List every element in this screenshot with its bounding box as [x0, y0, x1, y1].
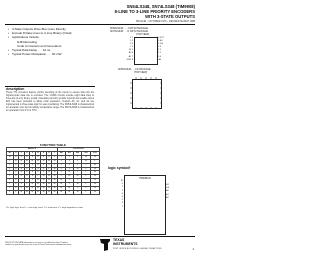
table-cell: H	[31, 190, 34, 193]
feature-subitem: Code Converters and Generators	[17, 43, 62, 48]
pin-label: EI 5	[129, 49, 133, 52]
table-cell: L	[91, 159, 100, 163]
column-header: A1	[65, 151, 73, 155]
table-cell: H	[91, 187, 100, 191]
table-cell: X	[41, 163, 47, 167]
table-cell: L	[35, 175, 41, 179]
table-cell: H	[65, 190, 73, 194]
table-cell: L	[57, 171, 65, 175]
table-cell: H	[53, 171, 56, 174]
table-cell: H	[7, 155, 14, 159]
pin-label: GND 8	[126, 58, 133, 61]
column-header: 0	[13, 151, 19, 155]
table-cell: H	[57, 190, 65, 194]
logic-output-pin: A2	[166, 196, 169, 199]
table-cell: L	[13, 190, 19, 194]
dip-chip-outline	[134, 37, 158, 65]
column-header: 3	[30, 151, 36, 155]
feature-item: • 3-State Outputs Drive Bus Lines Directly	[8, 27, 98, 31]
table-cell: Z	[65, 159, 73, 163]
view-label: (TOP VIEW)	[134, 71, 148, 74]
table-cell: L	[7, 171, 14, 175]
logic-box-label: HPRI/BCD	[139, 177, 151, 180]
table-cell: X	[24, 175, 30, 179]
table-cell: X	[19, 155, 25, 159]
table-cell: X	[30, 163, 36, 167]
pin-label: 6 3	[130, 43, 133, 46]
table-cell: H	[53, 175, 56, 178]
table-cell: H	[91, 155, 100, 159]
table-footnote: H = high logic level, L = low logic level, X = irrelevant, Z = high-impedance state	[6, 207, 83, 209]
pin-label: 4 1	[130, 37, 133, 39]
table-row	[7, 167, 100, 171]
table-row	[7, 183, 100, 187]
footer-divider	[5, 236, 195, 237]
table-cell: X	[13, 163, 19, 167]
pin-label: 12 2	[157, 49, 162, 52]
logic-output-labels	[166, 184, 178, 200]
table-cell: H	[57, 187, 65, 191]
table-cell: L	[65, 183, 73, 187]
table-cell: X	[30, 167, 36, 171]
table-cell: L	[74, 187, 82, 191]
table-cell: H	[20, 159, 23, 162]
table-row	[7, 187, 100, 191]
company-address: POST OFFICE BOX 655303 • DALLAS, TEXAS 75265	[113, 248, 162, 250]
logic-input-pin: 7	[121, 205, 123, 208]
table-cell: X	[13, 179, 19, 183]
table-cell: L	[74, 171, 82, 175]
feature-item: • Typical Data Delay . . . 10 ns	[8, 48, 98, 52]
table-cell: X	[13, 171, 19, 175]
column-header: 2	[24, 151, 30, 155]
table-cell: H	[31, 187, 34, 190]
company-line: INSTRUMENTS	[113, 241, 138, 246]
table-cell: Z	[57, 159, 65, 163]
table-cell: L	[82, 183, 91, 187]
company-name	[113, 239, 138, 247]
pin-label: 10 0	[157, 55, 162, 58]
table-cell: H	[53, 183, 56, 186]
pin-label: 14 GS	[157, 43, 163, 46]
table-cell: X	[35, 171, 41, 175]
table-cell: L	[65, 179, 73, 183]
logic-output-pin: EO	[166, 184, 170, 186]
table-row	[7, 159, 100, 163]
table-cell: L	[46, 167, 52, 171]
description-text: These TTL encoders feature priority decoding of the inputs to ensure that only the highest-order data line is encoded. The 'LS348 circuits encode eight data lines to three-line (4-2-1) binary (octal). Cascading circuitry (enable input EI and enable output EO) has been provided to allow octal expansion. Outputs A0, A1, and A2 are implemented in three-state logic for easy interfacing. The SN54LS348 is characterized for operation over the full military temperature range. The SN74LS348 is characterized for operation from 0°C to 70°C.	[6, 92, 94, 113]
table-cell: X	[52, 155, 58, 159]
pin-label: 5 2	[130, 40, 133, 43]
logic-input-pin: 3	[121, 192, 123, 195]
logic-input-pin: EI	[120, 180, 123, 182]
pin-label: 13 3	[157, 46, 162, 49]
column-header: 1	[19, 151, 25, 155]
table-cell: X	[35, 155, 41, 159]
column-header: A0	[74, 151, 82, 155]
table-cell: L	[7, 159, 14, 163]
table-cell: H	[91, 163, 100, 167]
feature-item: • Encode 8 Data Lines to 3-Line Binary (Octal)	[8, 31, 98, 35]
table-cell: H	[20, 190, 23, 193]
feature-subitem: N-Bit Encoding	[17, 39, 38, 44]
table-cell: L	[7, 179, 14, 183]
logic-input-pin: 0	[121, 183, 123, 186]
table-cell: H	[48, 190, 50, 193]
table-cell: L	[7, 187, 14, 191]
table-cell: H	[48, 183, 50, 186]
table-cell: X	[46, 155, 52, 159]
table-cell: H	[74, 190, 82, 194]
table-cell: X	[35, 163, 41, 167]
pin-label: A1 7	[128, 55, 133, 58]
table-cell: X	[24, 163, 30, 167]
table-cell: H	[91, 190, 100, 194]
table-row	[7, 175, 100, 179]
table-cell: L	[7, 175, 14, 179]
table-cell: X	[13, 183, 19, 187]
table-cell: H	[42, 187, 45, 190]
table-cell: L	[82, 163, 91, 167]
table-cell: H	[48, 171, 50, 174]
package-label: SN54LS348 . . . FK PACKAGE	[118, 68, 151, 71]
function-table-title: FUNCTION TABLE	[39, 143, 67, 147]
production-data-note: PRODUCTION DATA information is current as of publication date. Products conform to specifications per the terms of Texas Instruments standard warranty.	[5, 242, 72, 247]
table-cell: H	[91, 175, 100, 179]
dip-right-pins	[157, 37, 177, 62]
table-cell: H	[42, 159, 45, 162]
table-cell: L	[7, 190, 14, 194]
table-cell: L	[74, 163, 82, 167]
table-cell: H	[26, 190, 28, 193]
table-cell: H	[91, 171, 100, 175]
table-cell: H	[26, 159, 28, 162]
table-cell: X	[30, 171, 36, 175]
table-cell: X	[41, 167, 47, 171]
table-cell: L	[7, 167, 14, 171]
column-header: 4	[35, 151, 41, 155]
logic-input-pin: 6	[121, 202, 123, 205]
table-cell: L	[82, 190, 91, 194]
table-cell: Z	[65, 155, 73, 159]
table-cell: L	[82, 171, 91, 175]
table-cell: H	[53, 167, 56, 170]
table-cell: L	[7, 183, 14, 187]
header-divider	[5, 24, 195, 25]
table-cell: H	[65, 171, 73, 175]
table-cell: H	[42, 190, 45, 193]
table-cell: H	[57, 179, 65, 183]
table-cell: L	[82, 175, 91, 179]
table-cell: L	[30, 179, 36, 183]
column-header: EO	[91, 151, 100, 155]
table-cell: X	[24, 155, 30, 159]
table-row	[7, 190, 100, 194]
table-cell: L	[19, 187, 25, 191]
table-cell: H	[31, 183, 34, 186]
pin-label: 11 1	[157, 52, 161, 55]
page-number: 1	[192, 247, 194, 251]
view-label: (TOP VIEW)	[136, 33, 150, 36]
table-cell: L	[65, 167, 73, 171]
fk-pin-ticks	[128, 75, 164, 111]
title-line-2: 8-LINE TO 3-LINE PRIORITY ENCODERS	[114, 9, 195, 14]
table-cell: H	[37, 190, 39, 193]
table-cell: X	[24, 167, 30, 171]
table-cell: Z	[74, 159, 82, 163]
table-cell: H	[91, 179, 100, 183]
logic-output-pin: GS	[166, 187, 170, 190]
table-cell: X	[19, 171, 25, 175]
table-cell: X	[41, 155, 47, 159]
feature-list	[8, 27, 98, 56]
column-header: 6	[46, 151, 52, 155]
table-row	[7, 155, 100, 159]
table-cell: L	[74, 179, 82, 183]
table-cell: H	[91, 167, 100, 171]
logic-symbol-box	[124, 175, 166, 235]
table-cell: Z	[74, 155, 82, 159]
pin-label: A2 6	[128, 52, 133, 55]
pin-label: 9 A0	[157, 58, 162, 61]
table-cell: H	[48, 175, 50, 178]
table-cell: L	[82, 187, 91, 191]
table-cell: H	[74, 175, 82, 179]
table-cell: X	[30, 175, 36, 179]
table-cell: H	[65, 175, 73, 179]
column-header-row	[7, 151, 100, 155]
table-cell: H	[53, 187, 56, 190]
column-header: A2	[57, 151, 65, 155]
column-header: GS	[82, 151, 91, 155]
table-cell: L	[82, 179, 91, 183]
table-cell: X	[30, 155, 36, 159]
table-cell: H	[48, 159, 50, 162]
table-cell: L	[57, 175, 65, 179]
table-cell: X	[19, 179, 25, 183]
table-cell: H	[57, 183, 65, 187]
table-cell: L	[41, 171, 47, 175]
table-cell: H	[48, 187, 50, 190]
logic-input-labels	[112, 180, 123, 209]
feature-item: • Applications Include:	[8, 35, 98, 39]
table-cell: H	[42, 179, 45, 182]
logic-output-pin: A1	[166, 193, 169, 196]
table-cell: H	[26, 187, 28, 190]
table-cell: Z	[57, 155, 65, 159]
page-title	[65, 4, 195, 19]
table-cell: X	[46, 163, 52, 167]
table-row	[7, 171, 100, 175]
table-cell: H	[42, 175, 45, 178]
table-cell: H	[74, 183, 82, 187]
column-header: EI	[7, 151, 14, 155]
table-cell: H	[82, 159, 91, 163]
package-label: SN54LS348 . . . J OR W PACKAGE	[110, 27, 148, 30]
table-cell: H	[53, 159, 56, 162]
function-table	[6, 147, 100, 195]
logic-output-pin: A0	[166, 190, 169, 193]
table-cell: H	[42, 183, 45, 186]
table-cell: X	[35, 167, 41, 171]
document-subtitle: SDLS148 – OCTOBER 1976 – REVISED MARCH 1988	[135, 20, 195, 23]
logic-symbol-title: logic symbol†	[108, 166, 131, 170]
pin-label: 7 4	[130, 46, 133, 49]
table-cell: X	[19, 163, 25, 167]
table-cell: L	[57, 163, 65, 167]
table-cell: L	[65, 163, 73, 167]
pin-label: 15 EO	[157, 40, 163, 43]
fk-package-caption	[118, 68, 193, 74]
table-cell: L	[24, 183, 30, 187]
table-cell: H	[15, 159, 17, 162]
package-label: SN74LS348 . . . D OR N PACKAGE	[110, 30, 148, 33]
table-cell: X	[19, 167, 25, 171]
logic-input-pin: 1	[121, 186, 123, 189]
title-line-3: WITH 3-STATE OUTPUTS	[145, 14, 195, 19]
table-cell: X	[24, 171, 30, 175]
table-cell: X	[13, 187, 19, 191]
table-cell: H	[65, 187, 73, 191]
column-header: 5	[41, 151, 47, 155]
table-cell: H	[37, 179, 39, 182]
description-title: description	[6, 87, 25, 91]
table-cell: H	[31, 159, 34, 162]
table-cell: H	[37, 159, 39, 162]
dip-package-caption	[110, 27, 195, 36]
inputs-group-header: INPUTS	[7, 148, 58, 152]
dip-left-pins	[120, 37, 133, 62]
table-cell: H	[37, 187, 39, 190]
feature-item: • Typical Power Dissipation . . . 60 mW	[8, 52, 98, 56]
table-cell: X	[13, 155, 19, 159]
table-cell: H	[82, 155, 91, 159]
table-cell: H	[53, 179, 56, 182]
table-cell: L	[52, 163, 58, 167]
table-cell: L	[82, 167, 91, 171]
title-line-1: SN54LS348, SN74LS348 (TIM9908)	[126, 4, 195, 9]
table-cell: X	[19, 183, 25, 187]
table-cell: X	[13, 175, 19, 179]
function-table-body	[7, 155, 100, 194]
table-cell: X	[24, 179, 30, 183]
table-cell: L	[57, 167, 65, 171]
table-cell: H	[37, 183, 39, 186]
table-cell: H	[91, 183, 100, 187]
table-cell: H	[53, 190, 56, 193]
logic-input-pin: 2	[121, 189, 123, 192]
table-row	[7, 163, 100, 167]
column-header: 7	[52, 151, 58, 155]
table-cell: H	[48, 179, 50, 182]
logic-input-pin: 4	[121, 196, 123, 199]
pin-label: 16 VCC	[157, 37, 165, 39]
table-row	[7, 179, 100, 183]
logic-input-pin: 5	[121, 199, 123, 202]
table-cell: X	[19, 175, 25, 179]
company-line: TEXAS	[113, 238, 125, 242]
table-cell: L	[7, 163, 14, 167]
table-cell: X	[13, 167, 19, 171]
outputs-group-header: OUTPUTS	[57, 148, 99, 152]
table-cell: H	[74, 167, 82, 171]
